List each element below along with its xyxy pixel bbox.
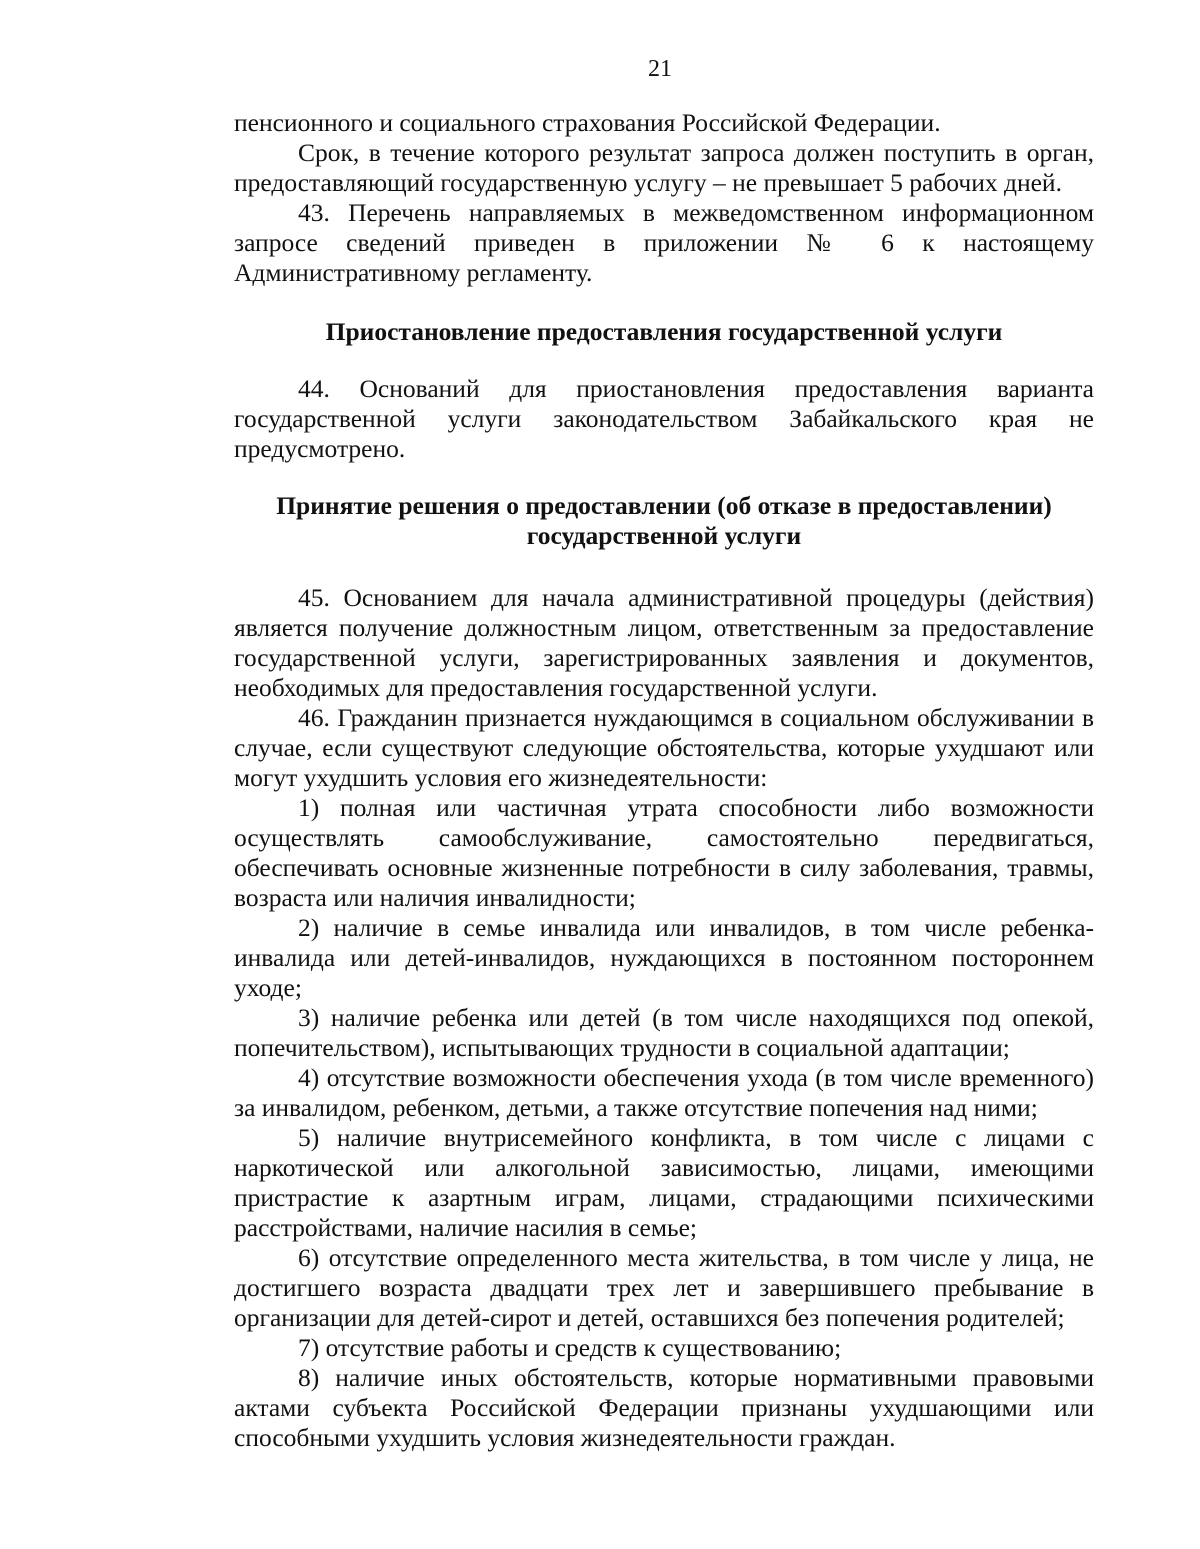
list-item-6: 6) отсутствие определенного места жительства, в том числе у лица, не достигшего возраста двадцати трех лет и завершившего пребывание в организации для детей-сирот и детей, оставшихся без попечения родителей; [234, 1243, 1094, 1332]
section-heading-decision: Принятие решения о предоставлении (об отказе в предоставлении) государственной услуги [276, 491, 1052, 550]
list-item-4: 4) отсутствие возможности обеспечения ухода (в том числе временного) за инвалидом, ребенком, детьми, а также отсутствие попечения над ними; [234, 1063, 1094, 1122]
document-body [234, 108, 1094, 1453]
section-heading-suspension: Приостановление предоставления государственной услуги [325, 317, 1003, 346]
paragraph-44: 44. Оснований для приостановления предоставления варианта государственной услуги законодательством Забайкальского края не предусмотрено. [234, 374, 1094, 463]
list-item-8: 8) наличие иных обстоятельств, которые нормативными правовыми актами субъекта Российской Федерации признаны ухудшающими или способными ухудшить условия жизнедеятельности граждан. [234, 1363, 1094, 1452]
paragraph-continuation: пенсионного и социального страхования Российской Федерации. [234, 108, 941, 137]
list-item-5: 5) наличие внутрисемейного конфликта, в том числе с лицами с наркотической или алкогольной зависимостью, лицами, имеющими пристрастие к азартным играм, лицами, страдающими психическими расстройствами, наличие насилия в семье; [234, 1123, 1094, 1242]
list-item-2: 2) наличие в семье инвалида или инвалидов, в том числе ребенка-инвалида или детей-инвалидов, нуждающихся в постоянном постороннем уходе; [234, 913, 1094, 1002]
list-item-1: 1) полная или частичная утрата способности либо возможности осуществлять самообслуживание, самостоятельно передвигаться, обеспечивать основные жизненные потребности в силу заболевания, травмы, возраста или наличия инвалидности; [234, 793, 1094, 912]
paragraph-45: 45. Основанием для начала административной процедуры (действия) является получение должностным лицом, ответственным за предоставление государственной услуги, зарегистрированных заявления и документов, необходимых для предоставления государственной услуги. [234, 583, 1094, 702]
paragraph-43: 43. Перечень направляемых в межведомственном информационном запросе сведений приведен в приложении № 6 к настоящему Административному регламенту. [234, 198, 1094, 287]
paragraph-request-term: Срок, в течение которого результат запроса должен поступить в орган, предоставляющий государственную услугу – не превышает 5 рабочих дней. [234, 138, 1094, 197]
paragraph-46: 46. Гражданин признается нуждающимся в социальном обслуживании в случае, если существуют следующие обстоятельства, которые ухудшают или могут ухудшить условия его жизнедеятельности: [234, 703, 1094, 792]
list-item-3: 3) наличие ребенка или детей (в том числе находящихся под опекой, попечительством), испытывающих трудности в социальной адаптации; [234, 1003, 1094, 1062]
page-number: 21 [648, 56, 672, 82]
list-item-7: 7) отсутствие работы и средств к существованию; [298, 1333, 842, 1362]
